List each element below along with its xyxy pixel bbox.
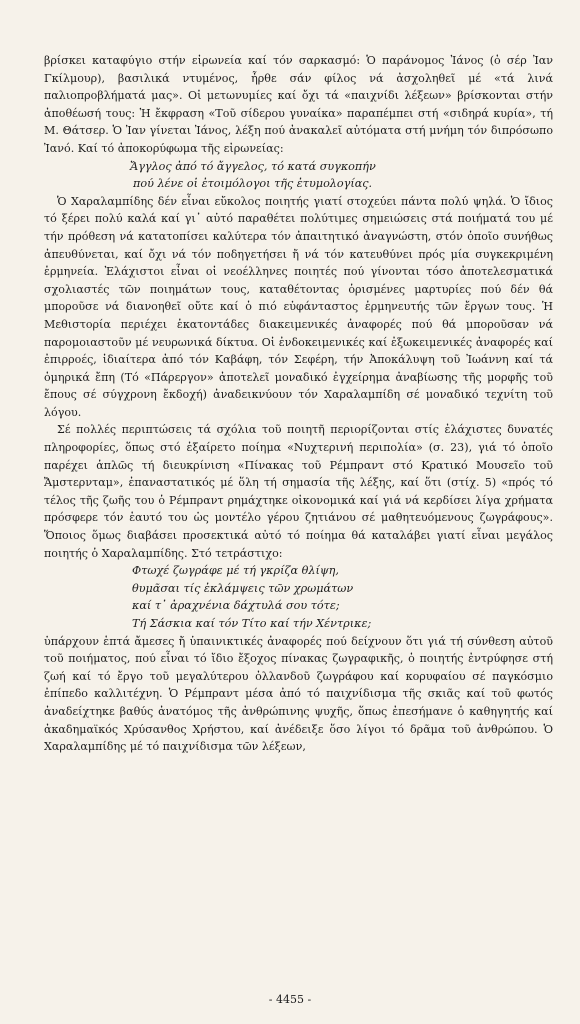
stanza-line: Τή Σάσκια καί τόν Τίτο καί τήν Χέντρικε; (132, 617, 372, 630)
paragraph-2: Ὁ Χαραλαμπίδης δέν εἶναι εὔκολος ποιητής γιατί στοχεύει πάντα πολύ ψηλά. Ὁ ἴδιος τό ξέρει πολύ καλά καί γι᾽ αὐτό παραθέτει πολύτιμες σημειώσεις στά ποιήματά του μέ τήν πρόθεση νά κατατοπίσει καλύτερα τόν ἀπαιτητικό ἀναγνώστη, στόν ὁποῖο συνήθως ἀπευθύνεται, καί ὄχι νά τόν ποδηγετήσει ἤ νά τόν κατευθύνει πρός μία συγκεκριμένη ἑρμηνεία. Ἐλάχιστοι εἶναι οἱ νεοέλληνες ποιητές πού γίνονται τόσο ἀποτελεσματικά σχολιαστές τῶν ποιημάτων τους, καταθέτοντας ὁρισμένες μαρτυρίες πού δέν θά μποροῦσε νά διανοηθεῖ οὔτε καί ὁ πιό εὐφάνταστος ἑρμηνευτής τῶν ἔργων τους. Ἡ Μεθιστορία περιέχει ἑκατοντάδες διακειμενικές ἀναφορές πού θά μποροῦσαν νά παρομοιαστοῦν μέ νευρωνικά δίκτυα. Οἱ ἐνδοκειμενικές καί ἐξωκειμενικές ἀναφορές καί ἐπιρροές, ἰδιαίτερα ἀπό τόν Καβάφη, τόν Σεφέρη, τήν Ἀποκάλυψη τοῦ Ἰωάννη καί τά ὁμηρικά ἔπη (Τό «Πάρεργον» ἀποτελεῖ μοναδικό ἐγχείρημα ἀναβίωσης τῆς μορφῆς τοῦ ἔπους σέ σύγχρονη ἔκδοχή) ἀναδεικνύουν τόν Χαραλαμπίδη σέ μοναδικό τεχνίτη τοῦ λόγου. (44, 194, 553, 419)
stanza-line: θυμᾶσαι τίς ἐκλάμψεις τῶν χρωμάτων (132, 581, 354, 595)
paragraph-4: ὑπάρχουν ἑπτά ἄμεσες ἤ ὑπαινικτικές ἀναφορές πού δείχνουν ὅτι γιά τή σύνθεση αὐτοῦ τοῦ ποιήματος, πού εἶναι τό ἴδιο ἔξοχος πίνακας ζωγραφικῆς, ὁ ποιητής ἐντρύφησε στή ζωή καί τό ἔργο τοῦ μεγαλύτερου ὀλλανδοῦ ζωγράφου καί κορυφαίου σέ παγκόσμιο ἐπίπεδο καλλιτέχνη. Ὁ Ρέμπραντ μέσα ἀπό τό παιχνίδισμα τῆς σκιᾶς καί τοῦ φωτός ἀναδείχτηκε βαθύς ἀνατόμος τῆς ἀνθρώπινης ψυχῆς, ὅπως ἐπεσήμανε ὁ καθηγητής καί ἀκαδημαϊκός Χρύσανθος Χρήστου, καί ἀνέδειξε ὅσο λίγοι τό δρᾶμα τοῦ ἀνθρώπου. Ὁ Χαραλαμπίδης μέ τό παιχνίδισμα τῶν λέξεων, (44, 634, 553, 754)
stanza-line: καί τ᾽ ἀραχνένια δάχτυλά σου τότε; (132, 599, 340, 613)
paragraph-1: βρίσκει καταφύγιο στήν εἰρωνεία καί τόν σαρκασμό: Ὁ παράνομος Ἰάνος (ὁ σέρ Ἰαν Γκίλμουρ), βασιλικά ντυμένος, ἦρθε σάν φίλος νά ἀσχοληθεῖ μέ «τά λινά παλιοπροβλήματά μας». Οἱ μετωνυμίες καί ὄχι τά «παιχνίδι λέξεων» βρίσκονται στήν ἀποθέωσή τους: Ἡ ἔκφραση «Τοῦ σίδερου γυναίκα» παραπέμπει στή «σιδηρά κυρία», τή Μ. Θάτσερ. Ὁ Ἰαν γίνεται Ἰάνος, λέξη πού ἀνακαλεῖ αὐτόματα στή μνήμη τόν διπρόσωπο Ἰανό. Καί τό ἀποκορύφωμα τῆς εἰρωνείας: (44, 54, 553, 155)
paragraph-3: Σέ πολλές περιπτώσεις τά σχόλια τοῦ ποιητῆ περιορίζονται στίς ἐλάχιστες δυνατές πληροφορίες, ὅπως στό ἐξαίρετο ποίημα «Νυχτερινή περιπολία» (σ. 23), γιά τό ὁποῖο παρέχει ἁπλῶς τή διευκρίνιση «Πίνακας τοῦ Ρέμπραντ στό Κρατικό Μουσεῖο τοῦ Ἄμστερνταμ», ἐπαναστατικός μέ ὅλη τή σημασία τῆς λέξης, καί ὅτι (στίχ. 5) «πρός τό τέλος τῆς ζωῆς του ὁ Ρέμπραντ ρημάχτηκε οἰκονομικά καί γιά νά κερδίσει λίγα χρήματα πρόσφερε τόν ἑαυτό του ὡς μοντέλο γέρου ζητιάνου σέ μαθητευόμενους ζωγράφους». Ὅποιος ὅμως διαβάσει προσεκτικά αὐτό τό ποίημα θά καταλάβει γιατί εἶναι μεγάλος ποιητής ὁ Χαραλαμπίδης. Στό τετράστιχο: (44, 423, 553, 560)
quote-epigram (44, 158, 553, 193)
page-number: - 4455 - (268, 993, 312, 1006)
document-page (44, 52, 553, 756)
quote-line: πού λένε οἱ ἐτοιμόλογοι τῆς ἐτυμολογίας. (133, 177, 373, 191)
stanza-line: Φτωχέ ζωγράφε μέ τή γκρίζα θλίψη, (132, 564, 339, 578)
quote-stanza (44, 562, 553, 632)
quote-line: Ἄγγλος ἀπό τό ἄγγελος, τό κατά συγκοπήν (130, 159, 376, 173)
